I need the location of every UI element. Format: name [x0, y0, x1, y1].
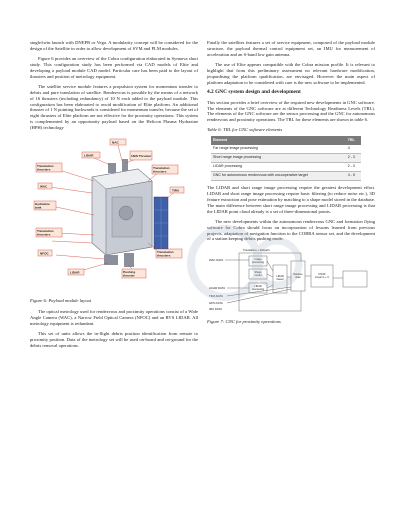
trl-table [211, 136, 361, 181]
label-wac-data: WAC DATA [209, 257, 224, 262]
right-paragraph-2: The use of Elite appears compatible with the Cobra mission profile. It is relevant to highlight that from this preliminary assessment no relevant hardware modification, jeopardising the platform qualification, are envisaged. However the main aspect of platform adaptation to be considered with care is the new software to be implemented. [207, 61, 375, 85]
label-wac: WAC [40, 184, 48, 189]
text-lidar-processing: LIDAR processing [251, 284, 265, 291]
figure-6 [30, 135, 198, 295]
section-heading: 4.2 GNC system design and development [207, 88, 301, 95]
text-shape-model: Shape model [254, 270, 262, 277]
label-translation-tl-l1: Translation [37, 164, 54, 169]
table-cell: GNC for autonomous rendezvous with uncooperative target [211, 171, 346, 180]
left-paragraph-3: The satellite service module features a propulsion system for momentum transfer to debris and pure translation of satellite. Rendezvous is possible by the means of a network of 16 thrusters (including redundancy) of 10 N each added to the payload module. This configuration has been elaborated to avoid modification of Elite platform. An additional thruster of 1 N pointing backwards is considered for momentum transfer, because the set of eight thrusters of Elite platform are not effective for the proximity operations. This system is complemented by an opportunity payload based on the Helicon Plasma Hydrazine (HPH) technology [30, 83, 198, 131]
label-nfoc: NFOC [40, 251, 49, 256]
left-paragraph-4: The optical metrology used for rendezvous and proximity operations consist of a Wide Angle Camera (WAC), a Narrow Field Optical Camera (NFOC) and an RVS LIDAR. All metrology equipment is redundant. [30, 309, 198, 326]
table-row [211, 145, 361, 154]
right-paragraph-3: This section provides a brief overview of the required new developments in GNC software. The elements of the GNC software are at different Technology Readiness Levels (TRL). The elements of the GNC software are the sensor processing and the GNC for autonomous rendezvous and proximity operations. The TRL for these elements are shown in table 6. [207, 99, 375, 123]
block-output [343, 271, 367, 287]
text-relative-state: Relative state [293, 272, 303, 279]
label-translation-tr: Translation thrusters [153, 166, 170, 174]
label-tira: TIRA [172, 188, 180, 193]
table-cell: Short range image processing [211, 153, 346, 162]
table-cell: Far range image processing [211, 145, 346, 154]
right-paragraph-5: The new developments within the autonomous rendezvous GNC and formation flying software for Cobra should focus on incorporation of lessons learned from previous projects, adaptation of navigation function to the COBRA sensor set, and the development of a station keeping debris pushing mode. [207, 218, 375, 242]
label-pushing-thruster: Pushing thruster [123, 270, 136, 278]
label-translation-rel: Translation + Relpath [243, 247, 270, 252]
label-lidar-data: LIDAR DATA [209, 285, 226, 290]
table-row [211, 153, 361, 162]
table-cell: 4 [346, 145, 361, 154]
text-lidar-based: LIDAR based [276, 274, 284, 281]
table-header-row [211, 136, 361, 144]
label-sts-thruster: 1N/S Thruster [131, 154, 152, 159]
label-lidar: LIDAR [84, 153, 94, 158]
label-translation-mr: Translation thrusters [157, 250, 174, 258]
label-tira-data: TIRA DATA [209, 293, 224, 298]
table-cell: 2 - 3 [346, 162, 361, 171]
right-column [207, 40, 375, 330]
payload-module-layout-diagram [30, 135, 198, 293]
text-image-processing: Image processing [251, 257, 265, 264]
gnc-proximity-diagram [207, 247, 375, 315]
table-header-trl: TRL [346, 136, 361, 144]
table-row [211, 171, 361, 180]
table-6-caption: Table 6: TRL for GNC software elements [207, 127, 283, 133]
table-row [211, 162, 361, 171]
right-paragraph-4: The LIDAR and short range image processing require the greatest development effort. LIDAR and short range image processing require basic filtering (to reduce noise etc.), 3D feature extraction and pose estimation by matching to a shape model stored in the database. The main difference between short range image processing and LIDAR processing is that the LIDAR point cloud already is a set of three-dimensional points. [207, 185, 375, 214]
table-cell: LIDAR processing [211, 162, 346, 171]
right-paragraph-1: Finally the satellites features a set of service equipment, composed of the payload module structure, the payload thermal control equipment set, an IMU for measurement of acceleration and an S-band low gain antenna. [207, 40, 375, 57]
label-lidar-bottom: LIDAR [70, 270, 80, 275]
figure-7 [207, 247, 375, 317]
figure-7-caption: Figure 7: GNC for proximity operations [207, 319, 281, 325]
label-translation-tl-l2: thrusters [37, 167, 51, 172]
table-header-element: Element [211, 136, 346, 144]
label-nac: NAC [112, 140, 119, 145]
left-paragraph-2: Figure 6 provides an overview of the Cobra configuration elaborated in Synnova short study. This configuration study has been performed via CAD models of Elite and developing a payload module CAD model. Particular care has been paid to the layout of thrusters and position of metrology equipment. [30, 56, 198, 79]
label-translation-ml: Translation thrusters [37, 229, 54, 237]
label-hydrazine-tank: Hydrazine tank [35, 202, 50, 210]
table-cell: 2 - 3 [346, 153, 361, 162]
left-paragraph-5: This set of units allows the in-flight debris position identification from remote to proximity position. Data of the metrology set will be used on-board and on-ground for the debris removal operations. [30, 330, 198, 348]
text-6dof: 6 DOF Linear G + C [314, 272, 330, 279]
left-column [30, 40, 198, 353]
left-paragraph-1: single/twin launch with DNEPR or Vega. A modularity concept will be considered for the design of the Satellite in order to allow development of SVM and PLM modules. [30, 40, 198, 51]
table-cell: 4 - 5 [346, 171, 361, 180]
figure-6-caption: Figure 6: Payload module layout [30, 298, 92, 304]
label-imu-data: IMU DATA [209, 306, 222, 311]
label-gps-data: GPS DATA [209, 300, 223, 305]
